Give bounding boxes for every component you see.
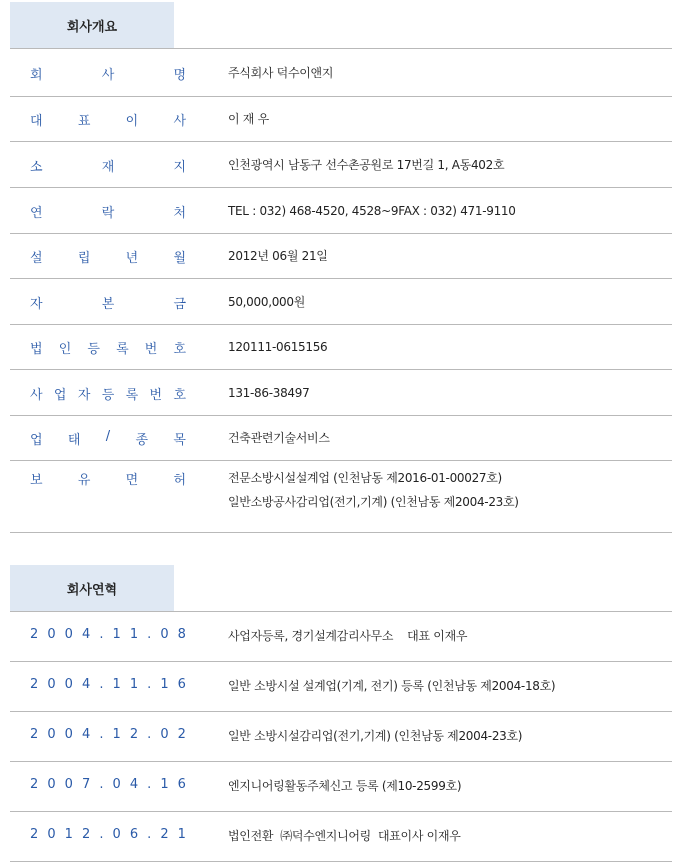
history-text — [228, 624, 467, 648]
label-char: 등 — [101, 387, 115, 403]
company-history-section — [10, 565, 672, 862]
date-char: 2 — [30, 827, 39, 842]
label-char: 허 — [173, 473, 186, 488]
overview-row-label — [30, 429, 186, 448]
label-char: 번 — [144, 342, 158, 357]
date-char: 1 — [160, 677, 169, 692]
history-header — [10, 565, 672, 612]
date-char: . — [99, 677, 104, 692]
date-char: 2 — [81, 827, 91, 842]
label-char: 락 — [101, 205, 115, 221]
history-text — [228, 724, 522, 748]
label-char: 호 — [173, 387, 186, 403]
date-char: 7 — [81, 777, 91, 792]
history-text — [228, 774, 461, 798]
overview-row-label — [30, 156, 186, 175]
label-char: 유 — [77, 473, 91, 488]
overview-row-value — [228, 107, 269, 131]
label-char: 등 — [87, 342, 100, 357]
date-char: 2 — [30, 727, 39, 742]
date-char: 0 — [112, 827, 121, 842]
date-char: 2 — [30, 627, 39, 642]
date-char: 4 — [81, 677, 91, 692]
label-char: 사 — [173, 114, 186, 129]
label-char: 본 — [101, 296, 115, 312]
label-char: 사 — [30, 387, 43, 403]
label-char: 보 — [30, 473, 43, 488]
date-char: 2 — [30, 777, 39, 792]
label-char: 종 — [135, 433, 149, 448]
date-char: 6 — [177, 677, 186, 692]
date-char: 6 — [177, 777, 186, 792]
label-char: 소 — [30, 159, 43, 175]
date-char: 0 — [64, 727, 73, 742]
overview-row-label — [30, 110, 186, 129]
label-char: 처 — [173, 205, 186, 221]
value-line: 2012년 06월 21일 — [228, 249, 328, 263]
overview-row-value — [228, 335, 327, 359]
date-char: 4 — [81, 627, 91, 642]
value-line: 건축관련기술서비스 — [228, 431, 330, 445]
history-date — [30, 827, 186, 842]
overview-row-label — [30, 384, 186, 403]
overview-row-value — [228, 199, 516, 223]
date-char: 0 — [47, 627, 56, 642]
history-row — [10, 612, 672, 662]
label-char: 업 — [30, 433, 43, 448]
date-char: . — [147, 727, 152, 742]
value-line: 50,000,000원 — [228, 294, 305, 309]
label-char: 록 — [116, 342, 129, 357]
date-char: 0 — [64, 677, 73, 692]
history-title: 회사연혁 — [10, 565, 174, 611]
date-char: 2 — [129, 727, 139, 742]
date-char: . — [99, 727, 104, 742]
date-char: 0 — [112, 777, 121, 792]
overview-row — [10, 188, 672, 234]
history-text — [228, 674, 555, 698]
label-char: 자 — [30, 296, 43, 312]
label-char: 월 — [173, 251, 186, 266]
history-date — [30, 627, 186, 642]
label-char: 업 — [53, 387, 67, 403]
date-char: 1 — [129, 627, 139, 642]
label-char: 대 — [30, 114, 43, 129]
label-char: 이 — [125, 114, 139, 129]
overview-row-value — [228, 153, 504, 177]
label-char: 법 — [30, 342, 43, 357]
value-line: TEL : 032) 468-4520, 4528~9FAX : 032) 471-9110 — [228, 203, 516, 218]
value-line: 전문소방시설설계업 (인천남동 제2016-01-00027호) — [228, 471, 502, 485]
history-text-line: 엔지니어링활동주체신고 등록 (제10-2599호) — [228, 779, 462, 793]
overview-row — [10, 49, 672, 97]
date-char: . — [147, 677, 152, 692]
date-char: 2 — [177, 727, 186, 742]
label-char: 번 — [149, 387, 163, 403]
date-char: 1 — [64, 827, 73, 842]
date-char: . — [147, 827, 152, 842]
overview-row-value — [228, 290, 305, 314]
date-char: 0 — [64, 777, 73, 792]
overview-row — [10, 279, 672, 325]
value-line: 일반소방공사감리업(전기,기계) (인천남동 제2004-23호) — [228, 495, 519, 509]
label-char: 표 — [77, 114, 91, 129]
history-row — [10, 662, 672, 712]
value-line: 131-86-38497 — [228, 385, 310, 400]
overview-header — [10, 2, 672, 49]
date-char: 0 — [160, 627, 169, 642]
date-char: 4 — [129, 777, 139, 792]
label-char: 사 — [101, 67, 115, 83]
overview-row-label — [30, 338, 186, 357]
history-row — [10, 712, 672, 762]
label-char: 면 — [125, 473, 139, 488]
overview-row-label — [30, 469, 186, 488]
overview-row — [10, 234, 672, 279]
history-row — [10, 762, 672, 812]
date-char: 2 — [160, 827, 169, 842]
value-line: 인천광역시 남동구 선수촌공원로 17번길 1, A동402호 — [228, 157, 505, 172]
overview-row-value — [228, 381, 309, 405]
label-char: 재 — [101, 159, 115, 175]
history-date — [30, 677, 186, 692]
date-char: 1 — [177, 827, 186, 842]
overview-row — [10, 370, 672, 416]
label-char: 립 — [77, 251, 91, 266]
label-char: / — [105, 429, 111, 444]
overview-row-value — [228, 466, 519, 514]
label-char: 지 — [173, 159, 186, 175]
date-char: 0 — [47, 727, 56, 742]
overview-row — [10, 325, 672, 370]
date-char: . — [147, 777, 152, 792]
label-char: 설 — [30, 251, 43, 266]
history-text-line: 사업자등록, 경기설계감리사무소 대표 이재우 — [228, 629, 468, 643]
label-char: 명 — [173, 67, 186, 83]
overview-row — [10, 142, 672, 188]
value-line: 120111-0615156 — [228, 340, 328, 354]
overview-row-label — [30, 64, 186, 83]
history-text-line: 일반 소방시설감리업(전기,기계) (인천남동 제2004-23호) — [228, 729, 523, 743]
overview-row — [10, 461, 672, 533]
history-text-line: 일반 소방시설 설계업(기계, 전기) 등록 (인천남동 제2004-18호) — [228, 679, 556, 693]
history-date — [30, 777, 186, 792]
overview-row-label — [30, 247, 186, 266]
history-text — [228, 824, 461, 848]
overview-row-label — [30, 202, 186, 221]
date-char: . — [99, 627, 104, 642]
date-char: 0 — [47, 677, 56, 692]
date-char: 0 — [160, 727, 169, 742]
date-char: 1 — [160, 777, 169, 792]
label-char: 태 — [67, 433, 81, 448]
history-text-line: 법인전환 ㈜덕수엔지니어링 대표이사 이재우 — [228, 829, 461, 843]
overview-row — [10, 97, 672, 142]
value-line: 주식회사 덕수이앤지 — [228, 65, 334, 80]
date-char: 1 — [112, 677, 121, 692]
label-char: 자 — [77, 387, 91, 403]
value-line: 이 재 우 — [228, 112, 269, 126]
date-char: 1 — [129, 677, 139, 692]
label-char: 인 — [58, 342, 72, 357]
overview-row-label — [30, 293, 186, 312]
date-char: 2 — [30, 677, 39, 692]
date-char: 0 — [47, 827, 56, 842]
label-char: 년 — [125, 251, 139, 266]
date-char: 1 — [112, 727, 121, 742]
label-char: 목 — [173, 433, 186, 448]
date-char: . — [99, 827, 104, 842]
label-char: 호 — [173, 342, 186, 357]
overview-row-value — [228, 426, 330, 450]
date-char: . — [147, 627, 152, 642]
overview-row-value — [228, 244, 328, 268]
overview-title: 회사개요 — [10, 2, 174, 48]
date-char: 8 — [177, 627, 186, 642]
label-char: 금 — [173, 296, 186, 312]
date-char: . — [99, 777, 104, 792]
overview-row — [10, 416, 672, 461]
history-row — [10, 812, 672, 862]
label-char: 회 — [30, 67, 43, 83]
date-char: 1 — [112, 627, 121, 642]
date-char: 0 — [64, 627, 73, 642]
date-char: 0 — [47, 777, 56, 792]
date-char: 6 — [129, 827, 139, 842]
label-char: 록 — [125, 387, 139, 403]
overview-row-value — [228, 61, 333, 85]
label-char: 연 — [30, 205, 43, 221]
date-char: 4 — [81, 727, 91, 742]
history-date — [30, 727, 186, 742]
company-overview-section — [10, 2, 672, 533]
